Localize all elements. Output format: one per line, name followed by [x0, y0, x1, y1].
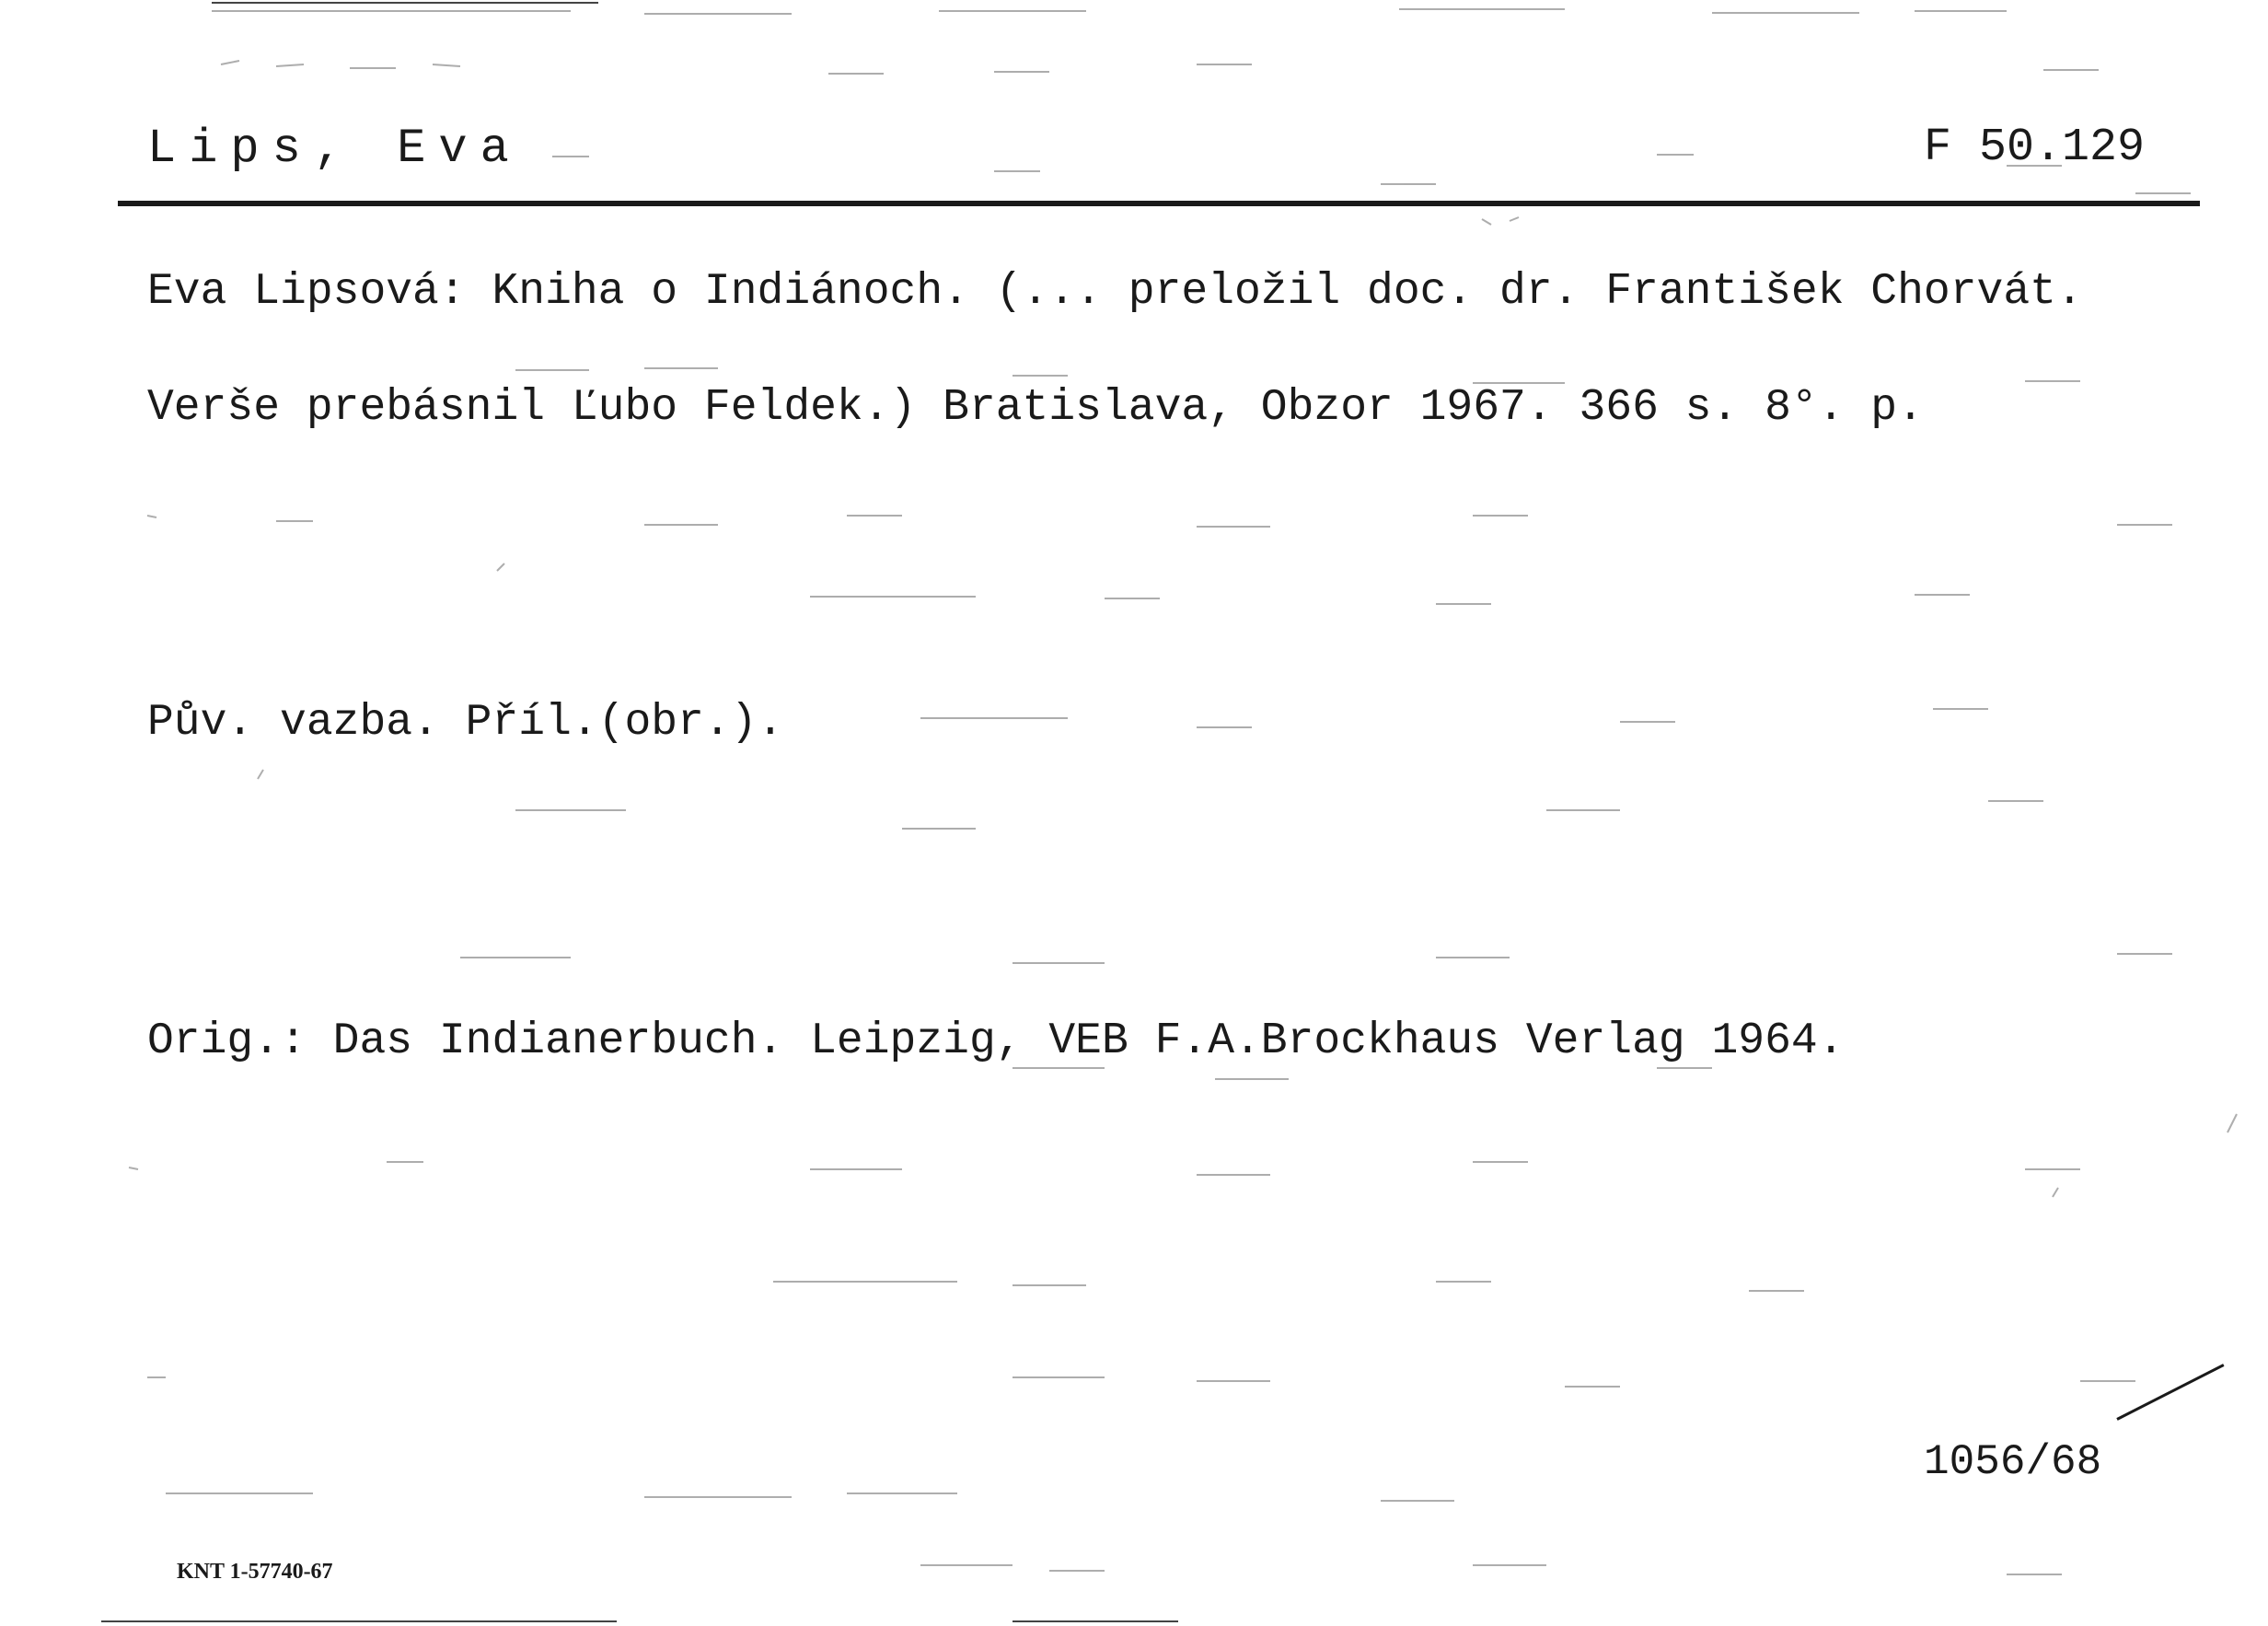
entry-notes: Pův. vazba. Příl.(obr.). — [147, 698, 784, 748]
entry-title-line: Eva Lipsová: Kniha o Indiánoch. (... preložil doc. dr. František Chorvát. — [147, 267, 2083, 317]
accession-number: 1056/68 — [1924, 1438, 2102, 1486]
card-heading-author: Lips, Eva — [147, 122, 522, 176]
top-edge-rule — [212, 2, 598, 4]
heading-rule — [118, 201, 2200, 206]
bottom-edge-rule-2 — [1012, 1620, 1178, 1622]
bottom-edge-rule — [101, 1620, 617, 1622]
entry-original-title: Orig.: Das Indianerbuch. Leipzig, VEB F.A.Brockhaus Verlag 1964. — [147, 1016, 1845, 1066]
entry-imprint-line: Verše prebásnil Ľubo Feldek.) Bratislava, Obzor 1967. 366 s. 8°. p. — [147, 383, 1924, 433]
printer-mark: KNT 1-57740-67 — [177, 1560, 333, 1584]
call-number: F 50.129 — [1924, 122, 2146, 174]
